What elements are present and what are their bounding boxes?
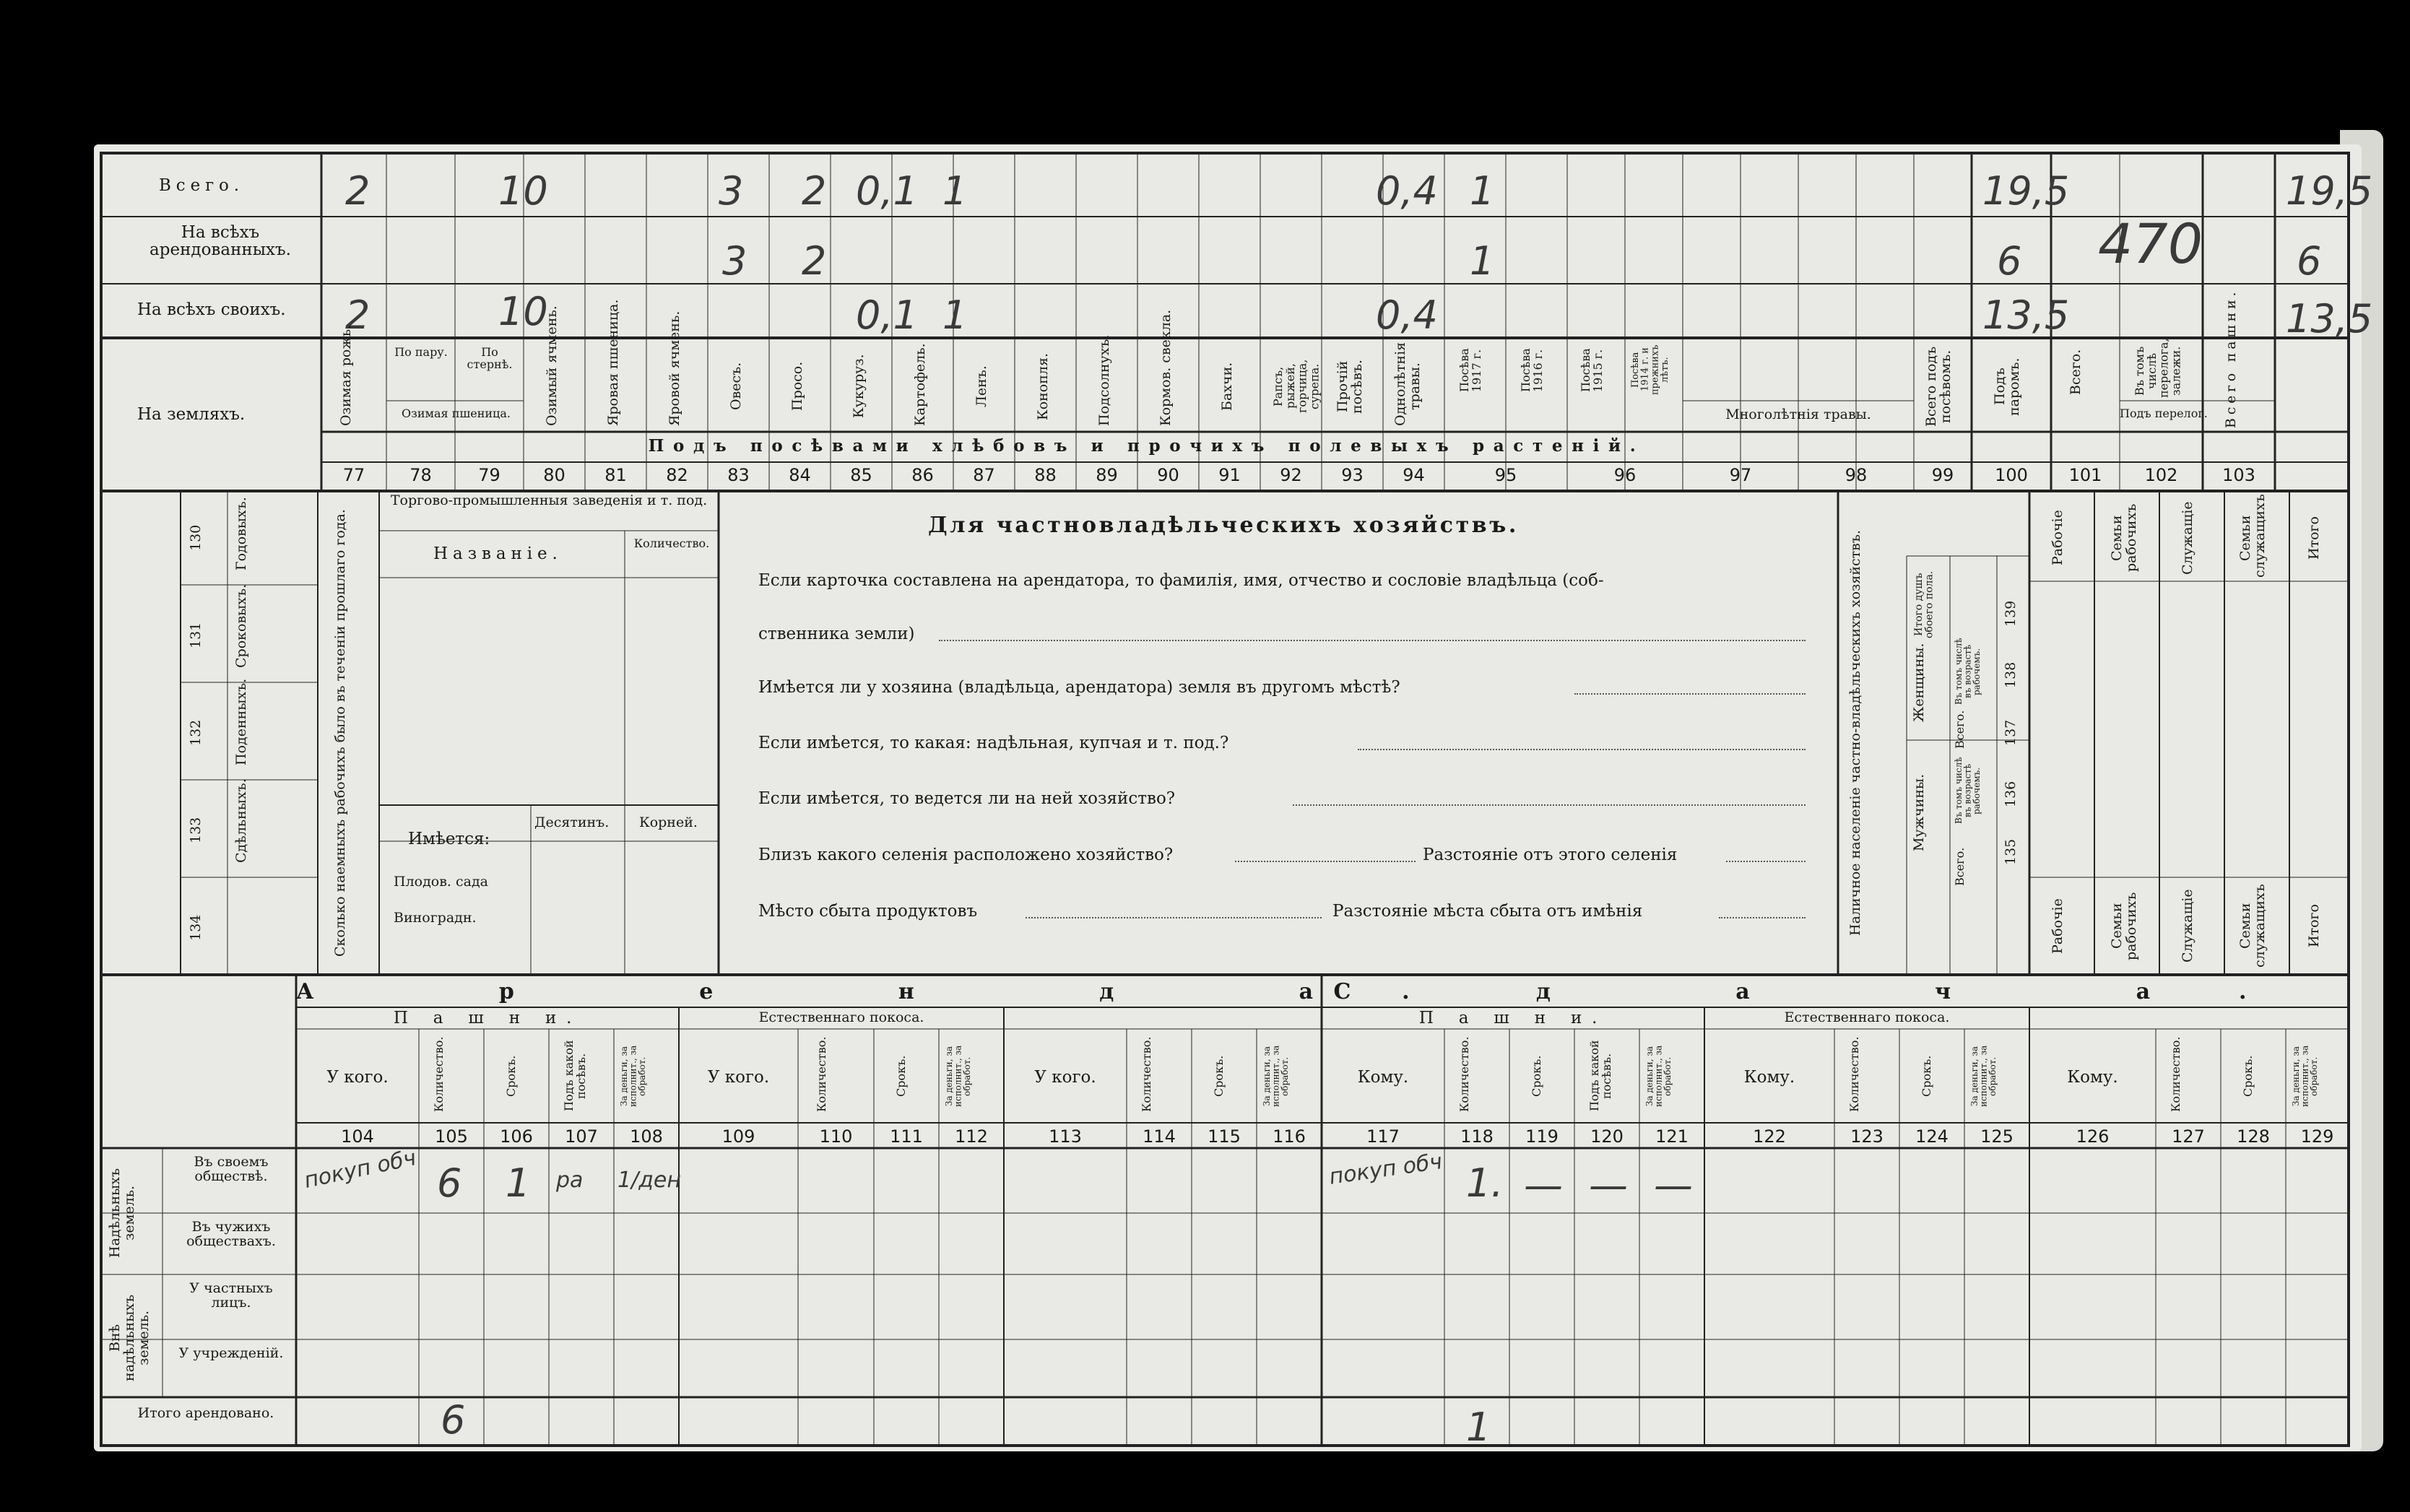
crop-col-number: 95	[1494, 465, 1517, 485]
arenda-qty-3: Количество.	[1140, 1036, 1153, 1112]
crop-col-number: 80	[543, 465, 565, 485]
crop-fallow-group: Подъ перелог.	[2120, 407, 2208, 420]
crop-col-number: 90	[1157, 465, 1179, 485]
hw-rented-sown: 6	[1997, 238, 2022, 284]
crop-sown-1916: Посѣва 1916 г.	[1519, 348, 1545, 393]
arenda-pay-3: За деньги, за исполнит., за обработ.	[1262, 1045, 1291, 1108]
crop-sown-1917: Посѣва 1917 г.	[1457, 348, 1483, 393]
crop-col-number: 99	[1931, 465, 1954, 485]
crop-fallow-incl: Въ томъ числѣ перелога, залежи.	[2133, 338, 2183, 398]
hw-total-spring-barley: 3	[719, 168, 744, 214]
lease-col-number: 118	[1460, 1126, 1494, 1147]
trade-title: Торгово-промышленныя заведенія и т. под.	[390, 492, 708, 508]
lease-col-number: 117	[1366, 1126, 1400, 1147]
lease-col-number: 129	[2300, 1126, 2334, 1147]
crop-total-sown: Всего подъ посѣвомъ.	[1923, 346, 1954, 427]
crop-melons: Бахчи.	[1219, 362, 1235, 411]
crop-winter-barley: Озимый ячмень.	[544, 305, 560, 426]
hw-own-sown: 13,5	[1982, 292, 2070, 338]
crop-col-number: 93	[1341, 465, 1364, 485]
orchards-label: Плодов. сада	[394, 874, 488, 890]
hw-total-millet: 0,1	[856, 168, 918, 214]
lease-col-number: 104	[341, 1126, 374, 1147]
pop-col-workers-bottom: Рабочіе	[2050, 898, 2066, 954]
col-roots: Корней.	[639, 814, 698, 830]
private-line-owner-2: ственника земли)	[758, 625, 915, 643]
hw-sdacha-qty: 1.	[1466, 1160, 1504, 1206]
crop-col-number: 82	[666, 465, 688, 485]
crop-wheat-stubble: По стернѣ.	[467, 345, 513, 371]
lease-col-number: 106	[500, 1126, 533, 1147]
sdacha-qty-1: Количество.	[1457, 1036, 1471, 1112]
worker-num-131: 131	[188, 622, 204, 649]
private-line-other-land: Имѣется ли у хозяина (владѣльца, арендатора) земля въ другомъ мѣстѣ?	[758, 678, 1400, 697]
private-line-land-type: Если имѣется, то какая: надѣльная, купчая и т. под.?	[758, 734, 1229, 752]
trade-col-qty: Количество.	[633, 536, 710, 550]
pop-col-total: Итого	[2306, 516, 2322, 560]
row-label-total: Всего.	[159, 176, 245, 195]
hw-lease-pay: 1/ден	[617, 1168, 682, 1193]
private-line-market: Мѣсто сбыта продуктовъ	[758, 902, 978, 921]
pop-col-workers: Рабочіе	[2050, 510, 2066, 566]
crop-col-number: 100	[1995, 465, 2028, 485]
arenda-term-3: Срокъ.	[1212, 1055, 1226, 1097]
sdacha-pay-3: За деньги, за исполнит., за обработ.	[2291, 1045, 2320, 1108]
crop-col-number: 101	[2068, 465, 2102, 485]
hw-own-rye: 2	[345, 292, 370, 338]
crop-oats: Овесъ.	[728, 362, 744, 411]
arenda-u-kogo-1: У кого.	[326, 1068, 389, 1087]
hired-workers-title: Сколько наемныхъ рабочихъ было въ теченіи прошлаго года.	[332, 509, 348, 957]
sdacha-komu-1: Кому.	[1357, 1068, 1409, 1087]
crop-spring-wheat: Яровая пшеница.	[605, 299, 621, 426]
crop-sown-1914: Посѣва 1914 г. и прежнихъ лѣтъ.	[1630, 344, 1670, 395]
sdacha-komu-3: Кому.	[2067, 1068, 2118, 1087]
crop-sown-1915: Посѣва 1915 г.	[1579, 348, 1605, 393]
hw-rented-rapeseed: 1	[1470, 238, 1495, 284]
crop-col-number: 97	[1729, 465, 1752, 485]
worker-label-piecework: Сдѣльныхъ.	[233, 778, 249, 863]
sdacha-term-1: Срокъ.	[1530, 1055, 1543, 1097]
pop-num-137: 137	[2003, 719, 2019, 747]
hw-rented-oats: 2	[802, 238, 827, 284]
private-line-market-distance: Разстояніе мѣста сбыта отъ имѣнія	[1332, 902, 1643, 921]
hw-sdacha-dash-2: —	[1589, 1163, 1628, 1208]
arenda-meadow: Естественнаго покоса.	[758, 1009, 924, 1025]
row-label-rented: На всѣхъ арендованныхъ.	[149, 223, 291, 260]
pop-num-139: 139	[2003, 600, 2019, 627]
group-allotment-lands: Надѣльныхъ земель.	[107, 1168, 137, 1259]
row-other-community: Въ чужихъ обществахъ.	[186, 1219, 276, 1249]
lease-col-number: 115	[1208, 1126, 1241, 1147]
sdacha-qty-3: Количество.	[2169, 1036, 2183, 1112]
hw-total-wheat: 10	[498, 168, 548, 214]
crop-hemp: Конопля.	[1035, 352, 1051, 420]
pop-women-all: Всего.	[1953, 710, 1967, 749]
sdacha-qty-2: Количество.	[1847, 1036, 1861, 1112]
lease-col-number: 126	[2076, 1126, 2110, 1147]
private-line-distance-village: Разстояніе отъ этого селенія	[1423, 846, 1678, 864]
hw-total-leased: 6	[441, 1397, 466, 1443]
pop-col-employees-bottom: Служащіе	[2180, 889, 2196, 963]
crop-wheat-fallow: По пару.	[394, 345, 448, 359]
row-institutions: У учрежденій.	[178, 1345, 284, 1361]
hw-own-melons: 0,4	[1376, 292, 1438, 338]
crop-col-number: 86	[911, 465, 934, 485]
lease-col-number: 108	[630, 1126, 663, 1147]
lease-col-number: 127	[2172, 1126, 2205, 1147]
crop-col-number: 94	[1403, 465, 1425, 485]
lease-col-number: 105	[435, 1126, 468, 1147]
lease-col-number: 112	[955, 1126, 988, 1147]
arenda-u-kogo-3: У кого.	[1034, 1068, 1096, 1087]
crop-rapeseed: Рапсъ, рыжей, горчица, сурепа.	[1271, 359, 1322, 414]
row-private-persons: У частныхъ лицъ.	[189, 1280, 273, 1311]
crop-col-number: 81	[604, 465, 627, 485]
arenda-pashni: П а ш н и.	[393, 1009, 582, 1027]
pop-num-135: 135	[2003, 838, 2019, 866]
hw-total-rye: 2	[345, 168, 370, 214]
private-line-owner: Если карточка составлена на арендатора, то фамилія, имя, отчество и сословіе владѣльца (соб-	[758, 571, 1604, 590]
lease-arenda-title: А р е н д а.	[296, 979, 1499, 1004]
sdacha-term-3: Срокъ.	[2241, 1055, 2255, 1097]
lease-col-number: 128	[2237, 1126, 2270, 1147]
crop-col-number: 83	[727, 465, 750, 485]
hw-rented-arable: 6	[2297, 238, 2322, 284]
sdacha-pay-2: За деньги, за исполнит., за обработ.	[1969, 1045, 1998, 1108]
pop-col-employee-families: Семьи служащихъ	[2237, 494, 2268, 578]
crop-annual-grass: Однолѣтнія травы.	[1392, 342, 1423, 426]
private-line-farming: Если имѣется, то ведется ли на ней хозяйство?	[758, 789, 1176, 808]
lease-col-number: 119	[1525, 1126, 1559, 1147]
crop-col-number: 103	[2222, 465, 2255, 485]
worker-label-yearly: Годовыхъ.	[233, 497, 249, 570]
hw-lease-crop: ра	[556, 1168, 584, 1193]
hw-total-sown: 19,5	[1982, 168, 2070, 214]
pop-col-worker-families-bottom: Семьи рабочихъ	[2109, 892, 2139, 960]
hw-total-oats: 2	[802, 168, 827, 214]
crop-potato: Картофель.	[912, 343, 928, 426]
lease-sdacha-title: С д а ч а.	[1333, 979, 2336, 1004]
pop-col-employees: Служащіе	[2180, 501, 2196, 575]
hw-lease-term: 1	[506, 1160, 531, 1206]
crop-col-number: 78	[409, 465, 432, 485]
lease-col-number: 120	[1590, 1126, 1624, 1147]
population-title: Наличное населеніе частно-владѣльческихъ хозяйствъ.	[1847, 530, 1863, 936]
crop-col-number: 96	[1613, 465, 1637, 485]
crop-band-title: Подъ посѣвами хлѣбовъ и прочихъ полевыхъ растеній.	[648, 436, 1645, 456]
arenda-pay-2: За деньги, за исполнит., за обработ.	[944, 1045, 973, 1108]
col-dessiatins: Десятинъ.	[534, 814, 610, 830]
has-label: Имѣется:	[408, 830, 490, 848]
private-title: Для частновладѣльческихъ хозяйствъ.	[928, 513, 1519, 538]
private-line-nearest-village: Близъ какого селенія расположено хозяйство?	[758, 846, 1174, 864]
crop-flax: Ленъ.	[974, 365, 989, 407]
crop-other: Прочій посѣвъ.	[1335, 359, 1365, 414]
crop-fodder-beet: Кормов. свекла.	[1158, 309, 1174, 426]
crop-corn: Кукуруз.	[851, 354, 867, 419]
row-own-community: Въ своемъ обществѣ.	[194, 1154, 269, 1184]
pop-men: Мужчины.	[1911, 773, 1927, 851]
arenda-pay-1: За деньги, за исполнит., за обработ.	[619, 1045, 648, 1108]
hw-total-rapeseed: 1	[1470, 168, 1495, 214]
row-label-on-lands: На земляхъ.	[137, 405, 246, 424]
lease-col-number: 121	[1655, 1126, 1689, 1147]
pop-women-incl: Въ томъ числѣ въ возрастѣ рабочемъ.	[1954, 638, 1982, 705]
hw-own-arable: 13,5	[2286, 296, 2373, 342]
hw-own-wheat: 10	[498, 289, 548, 334]
lease-col-number: 113	[1049, 1126, 1082, 1147]
lease-col-number: 122	[1753, 1126, 1786, 1147]
lease-col-number: 110	[819, 1126, 853, 1147]
crop-millet: Просо.	[789, 361, 805, 412]
hw-sdacha-dash-1: —	[1524, 1163, 1563, 1208]
crop-perennial-group: Многолѣтнія травы.	[1725, 407, 1871, 422]
pop-men-all: Всего.	[1953, 847, 1967, 886]
row-total-leased: Итого арендовано.	[137, 1405, 274, 1421]
hw-total-arable: 19,5	[2286, 168, 2373, 214]
arenda-u-kogo-2: У кого.	[707, 1068, 770, 1087]
hw-total-corn: 1	[942, 168, 968, 214]
crop-total-arable: Всего пашни.	[2223, 288, 2239, 428]
lease-col-number: 123	[1850, 1126, 1884, 1147]
sdacha-pay-1: За деньги, за исполнит., за обработ.	[1644, 1045, 1673, 1108]
hw-rented-spring-barley: 3	[722, 238, 747, 284]
pop-col-worker-families: Семьи рабочихъ	[2109, 503, 2139, 573]
crop-col-number: 85	[850, 465, 872, 485]
hw-sdacha-to: покуп обч	[1327, 1149, 1444, 1190]
lease-col-number: 125	[1980, 1126, 2014, 1147]
worker-num-132: 132	[188, 719, 204, 747]
arenda-term-2: Срокъ.	[894, 1055, 908, 1097]
crop-col-number: 77	[342, 465, 365, 485]
pop-total-label: Итого душъ обоего пола.	[1913, 570, 1936, 639]
worker-num-133: 133	[188, 817, 204, 844]
crop-under-fallow: Подъ паромъ.	[1992, 357, 2022, 416]
crop-sunflower: Подсолнухъ.	[1096, 334, 1112, 426]
pop-num-138: 138	[2003, 661, 2019, 689]
crop-col-number: 91	[1218, 465, 1241, 485]
crop-col-number: 102	[2144, 465, 2178, 485]
vineyards-label: Виноградн.	[394, 910, 477, 926]
sdacha-meadow: Естественнаго покоса.	[1784, 1009, 1950, 1025]
crop-spring-barley: Яровой ячмень.	[667, 310, 682, 426]
hw-lease-from: покуп обч	[301, 1145, 419, 1194]
crop-col-number: 88	[1034, 465, 1057, 485]
crop-col-number: 89	[1096, 465, 1118, 485]
hw-total-let: 1	[1466, 1404, 1491, 1450]
trade-col-name: Названіе.	[433, 544, 563, 563]
crop-col-number: 98	[1845, 465, 1868, 485]
hw-own-millet: 0,1	[856, 292, 918, 338]
lease-col-number: 114	[1143, 1126, 1176, 1147]
hw-lease-qty: 6	[437, 1160, 462, 1206]
crop-col-number: 79	[478, 465, 500, 485]
lease-col-number: 109	[721, 1126, 755, 1147]
sdacha-pashni: П а ш н и.	[1418, 1009, 1608, 1027]
hw-stamp-470: 470	[2098, 212, 2203, 276]
lease-col-number: 116	[1273, 1126, 1306, 1147]
arenda-crop-1: Подъ какой посѣвъ.	[562, 1040, 588, 1112]
hw-sdacha-dash-3: —	[1654, 1163, 1693, 1208]
lease-col-number: 107	[565, 1126, 598, 1147]
crop-col-number: 92	[1280, 465, 1302, 485]
worker-num-134: 134	[188, 914, 204, 942]
worker-label-term: Сроковыхъ.	[233, 583, 249, 668]
pop-col-total-bottom: Итого	[2306, 904, 2322, 948]
sdacha-komu-2: Кому.	[1743, 1068, 1795, 1087]
sdacha-crop-1: Подъ какой посѣвъ.	[1587, 1040, 1613, 1112]
hw-own-corn: 1	[942, 292, 968, 338]
worker-num-130: 130	[188, 524, 204, 552]
hw-total-melons: 0,4	[1376, 168, 1438, 214]
crop-fallow-total: Всего.	[2068, 349, 2084, 396]
pop-num-136: 136	[2003, 781, 2019, 808]
pop-col-employee-families-bottom: Семьи служащихъ	[2237, 884, 2268, 968]
crop-col-number: 84	[789, 465, 811, 485]
arenda-qty-2: Количество.	[815, 1036, 828, 1112]
row-label-own: На всѣхъ своихъ.	[137, 300, 286, 319]
crop-winter-rye: Озимая рожь.	[338, 324, 354, 426]
lease-col-number: 124	[1915, 1126, 1949, 1147]
crop-wheat-group: Озимая пшеница.	[402, 407, 511, 420]
pop-women: Женщины.	[1911, 643, 1927, 722]
pop-men-incl: Въ томъ числѣ въ возрастѣ рабочемъ.	[1954, 757, 1982, 825]
lease-col-number: 111	[890, 1126, 923, 1147]
worker-label-daily: Поденныхъ.	[233, 678, 249, 765]
arenda-qty-1: Количество.	[432, 1036, 446, 1112]
arenda-term-1: Срокъ.	[504, 1055, 518, 1097]
group-non-allotment-lands: Внѣ надѣльныхъ земель.	[107, 1294, 152, 1381]
crop-col-number: 87	[973, 465, 995, 485]
sdacha-term-2: Срокъ.	[1920, 1055, 1933, 1097]
